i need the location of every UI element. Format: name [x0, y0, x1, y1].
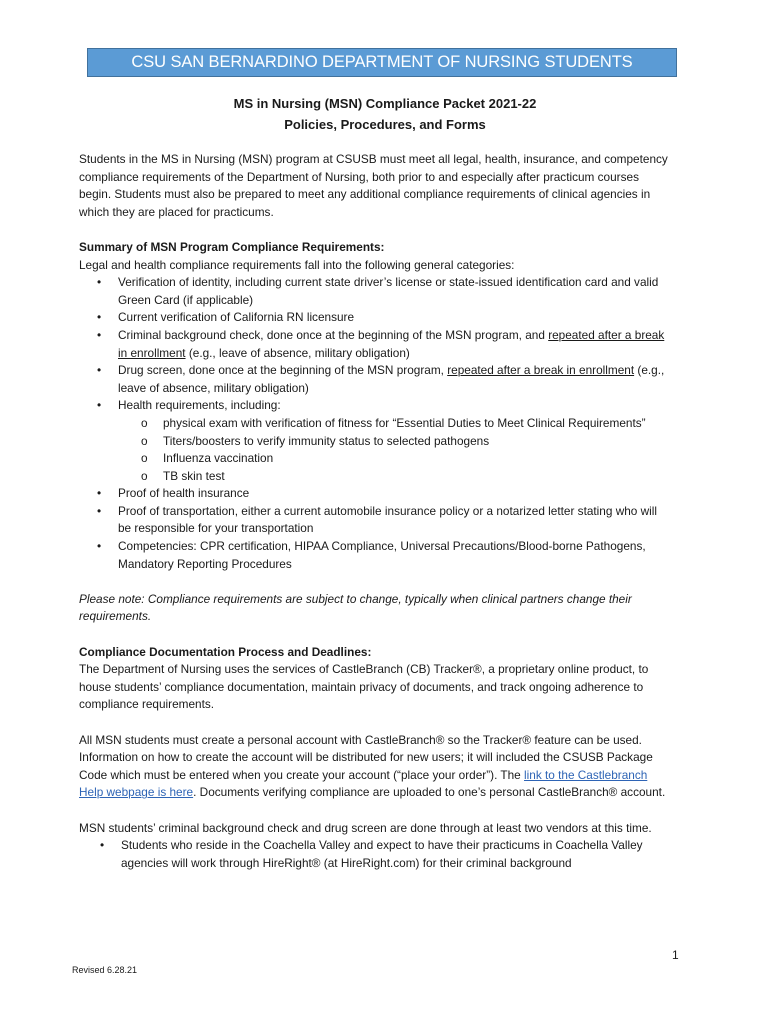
compliance-note: Please note: Compliance requirements are subject to change, typically when clinical partners change their requirements. [79, 591, 632, 624]
sub-list-item: o physical exam with verification of fitness for “Essential Duties to Meet Clinical Requirements” [118, 415, 669, 433]
list-item: • Verification of identity, including current state driver’s license or state-issued identification card and valid Green Card (if applicable) [97, 275, 659, 307]
bullet-icon: • [97, 539, 102, 554]
list-item: • Competencies: CPR certification, HIPAA Compliance, Universal Precautions/Blood-borne Pathogens, Mandatory Reporting Procedures [97, 539, 646, 571]
document-title: MS in Nursing (MSN) Compliance Packet 2021-22 [233, 96, 537, 111]
list-item: • Criminal background check, done once at the beginning of the MSN program, and repeated after a break in enrollment (e.g., leave of absence, military obligation) [97, 327, 665, 360]
vendor-list [79, 837, 669, 872]
requirements-list [79, 274, 669, 573]
intro-paragraph: Students in the MS in Nursing (MSN) program at CSUSB must meet all legal, health, insurance, and competency compliance requirements of the Department of Nursing, both prior to and especially after practicum courses begin. Students must also be prepared to meet any additional compliance requirements of clinical agencies in which they are placed for practicums. [79, 152, 668, 219]
page-number: 1 [672, 948, 679, 962]
account-paragraph: All MSN students must create a personal account with CastleBranch® so the Tracker® feature can be used. Information on how to create the account will be distributed for new users; it will included the CSUSB Package Code which must be entered when you create your account (“place your order”). The link to the Castlebranch Help webpage is here. Documents verifying compliance are uploaded to one’s personal CastleBranch® account. [79, 732, 666, 800]
underlined-text: repeated after a break in enrollment [447, 363, 635, 378]
bullet-icon: • [100, 838, 105, 853]
list-item: • Drug screen, done once at the beginning of the MSN program, repeated after a break in enrollment (e.g., leave of absence, military obligation) [97, 363, 665, 395]
revised-date: Revised 6.28.21 [72, 965, 138, 975]
document-subtitle: Policies, Procedures, and Forms [284, 117, 486, 132]
page-banner: CSU SAN BERNARDINO DEPARTMENT OF NURSING STUDENTS [87, 48, 677, 77]
bullet-icon: • [97, 327, 102, 342]
circle-bullet-icon: o [141, 415, 148, 430]
castlebranch-help-link[interactable]: link to the Castlebranch Help webpage is here [79, 767, 648, 800]
list-item: • Proof of health insurance [79, 485, 669, 503]
vendors-paragraph: MSN students’ criminal background check and drug screen are done through at least two vendors at this time. [79, 820, 652, 835]
circle-bullet-icon: o [141, 468, 148, 483]
summary-lead: Legal and health compliance requirements fall into the following general categories: [79, 257, 515, 272]
bullet-icon: • [97, 275, 102, 290]
bullet-icon: • [97, 310, 102, 325]
sub-list-item: o Titers/boosters to verify immunity status to selected pathogens [118, 433, 669, 451]
list-item: • Current verification of California RN licensure [79, 309, 669, 327]
circle-bullet-icon: o [141, 433, 148, 448]
bullet-icon: • [97, 503, 102, 518]
list-item: • Health requirements, including: o physical exam with verification of fitness for “Essential Duties to Meet Clinical Requirements” o Titers/boosters to verify immunity status to selected pathogens o Influenza vaccination o TB skin test [79, 397, 669, 485]
process-heading: Compliance Documentation Process and Deadlines: [79, 644, 372, 659]
process-paragraph: The Department of Nursing uses the services of CastleBranch (CB) Tracker®, a proprietary online product, to house students’ compliance documentation, maintain privacy of documents, and track ongoing adherence to compliance requirements. [79, 662, 649, 712]
sub-list-item: o Influenza vaccination [118, 450, 669, 468]
bullet-icon: • [97, 398, 102, 413]
list-item: • Proof of transportation, either a current automobile insurance policy or a notarized letter stating who will be responsible for your transportation [97, 503, 658, 536]
health-sublist [118, 415, 669, 485]
bullet-icon: • [97, 363, 102, 378]
document-body [79, 151, 669, 872]
circle-bullet-icon: o [141, 451, 148, 466]
underlined-text: repeated after a break in enrollment [118, 327, 665, 360]
summary-heading: Summary of MSN Program Compliance Requirements: [79, 239, 385, 254]
bullet-icon: • [97, 486, 102, 501]
list-item: • Students who reside in the Coachella Valley and expect to have their practicums in Coachella Valley agencies will work through HireRight® (at HireRight.com) for their criminal background [100, 838, 643, 870]
sub-list-item: o TB skin test [118, 468, 669, 486]
